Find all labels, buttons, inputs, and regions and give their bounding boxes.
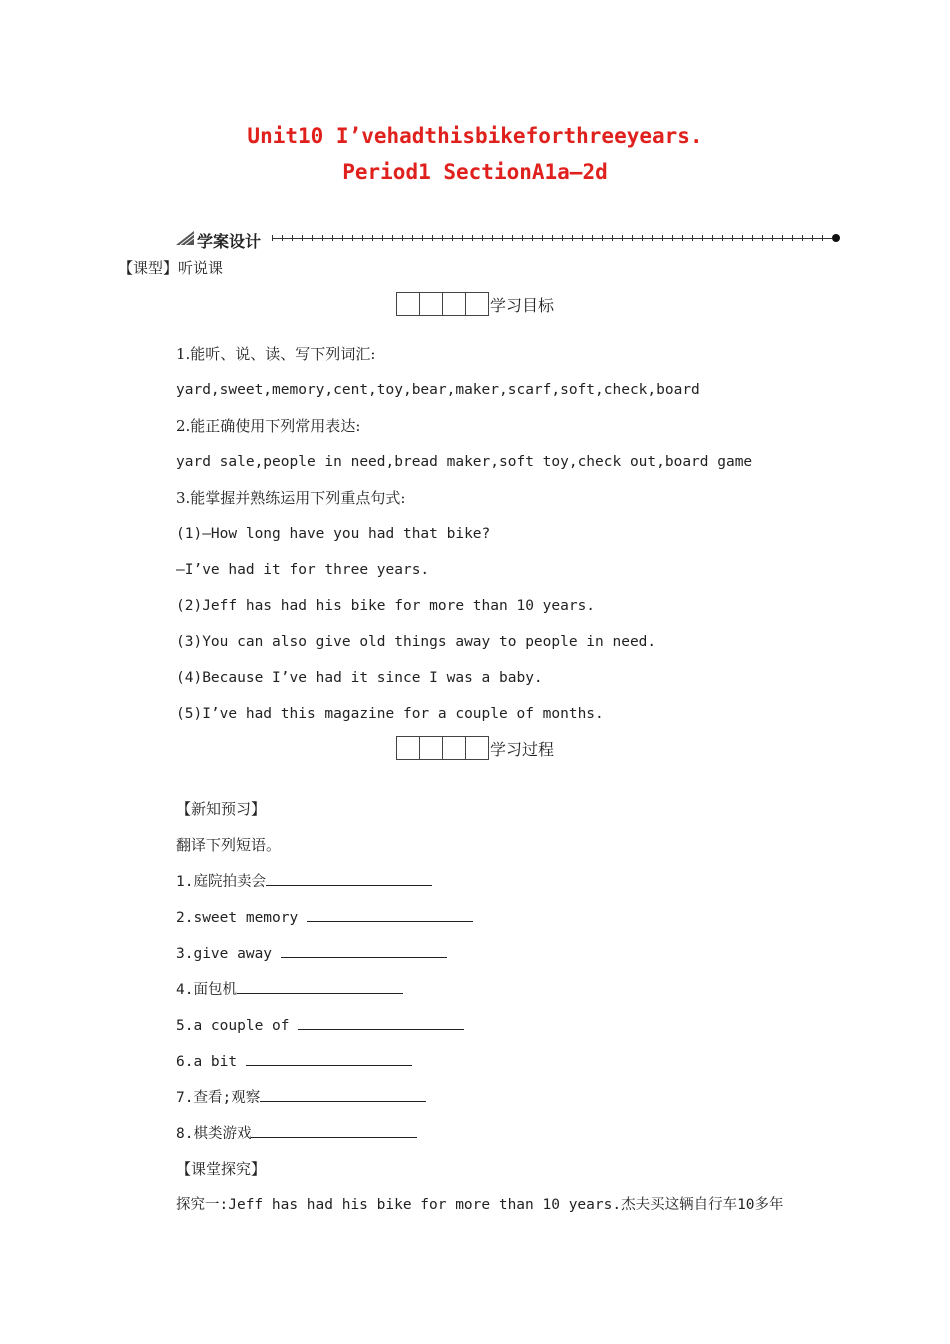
key-sentence: (4)Because I’ve had it since I was a baby. [176, 670, 543, 686]
answer-blank[interactable] [281, 943, 447, 958]
key-sentence: (1)—How long have you had that bike? [176, 526, 491, 542]
decorative-boxes [396, 292, 488, 316]
goal-item-1: 1.能听、说、读、写下列词汇: [176, 345, 376, 363]
preview-instruction: 翻译下列短语。 [176, 836, 282, 854]
triangle-stripes-icon [176, 231, 194, 245]
preview-heading: 【新知预习】 [176, 800, 267, 818]
header-divider-end-dot [832, 234, 840, 242]
translation-item: 1.庭院拍卖会 [176, 871, 432, 892]
translation-item: 3.give away [176, 943, 447, 964]
goals-section-head [0, 292, 950, 318]
answer-blank[interactable] [266, 871, 432, 886]
explore-heading: 【课堂探究】 [176, 1160, 267, 1178]
decorative-boxes [396, 736, 488, 760]
key-sentence: —I’ve had it for three years. [176, 562, 430, 578]
goals-heading: 学习目标 [489, 295, 554, 315]
key-sentence: (2)Jeff has had his bike for more than 10 years. [176, 598, 596, 614]
answer-blank[interactable] [251, 1123, 417, 1138]
process-heading: 学习过程 [489, 739, 554, 759]
answer-blank[interactable] [260, 1087, 426, 1102]
goal-item-1-words: yard,sweet,memory,cent,toy,bear,maker,scarf,soft,check,board [176, 382, 700, 398]
answer-blank[interactable] [307, 907, 473, 922]
translation-item: 8.棋类游戏 [176, 1123, 417, 1144]
goal-item-2-phrases: yard sale,people in need,bread maker,soft toy,check out,board game [176, 454, 753, 470]
key-sentence: (3)You can also give old things away to people in need. [176, 634, 657, 650]
process-section-head [0, 736, 950, 762]
goal-item-2: 2.能正确使用下列常用表达: [176, 417, 361, 435]
section-header-bar [176, 229, 838, 249]
explore-item-1: 探究一:Jeff has had his bike for more than 10 years.杰夫买这辆自行车10多年 [176, 1197, 784, 1213]
answer-blank[interactable] [237, 979, 403, 994]
document-title-line1: Unit10 I’vehadthisbikeforthreeyears. [247, 124, 703, 148]
header-label: 学案设计 [197, 232, 262, 251]
translation-item: 5.a couple of [176, 1015, 464, 1036]
goal-item-3: 3.能掌握并熟练运用下列重点句式: [176, 489, 406, 507]
answer-blank[interactable] [246, 1051, 412, 1066]
key-sentence: (5)I’ve had this magazine for a couple of months. [176, 706, 604, 722]
lesson-type: 【课型】听说课 [118, 259, 224, 277]
translation-item: 4.面包机 [176, 979, 403, 1000]
header-divider-ticks [272, 235, 832, 241]
translation-item: 6.a bit [176, 1051, 412, 1072]
translation-item: 7.查看;观察 [176, 1087, 426, 1108]
translation-item: 2.sweet memory [176, 907, 473, 928]
document-title-line2: Period1 SectionA1a—2d [342, 160, 608, 184]
answer-blank[interactable] [298, 1015, 464, 1030]
